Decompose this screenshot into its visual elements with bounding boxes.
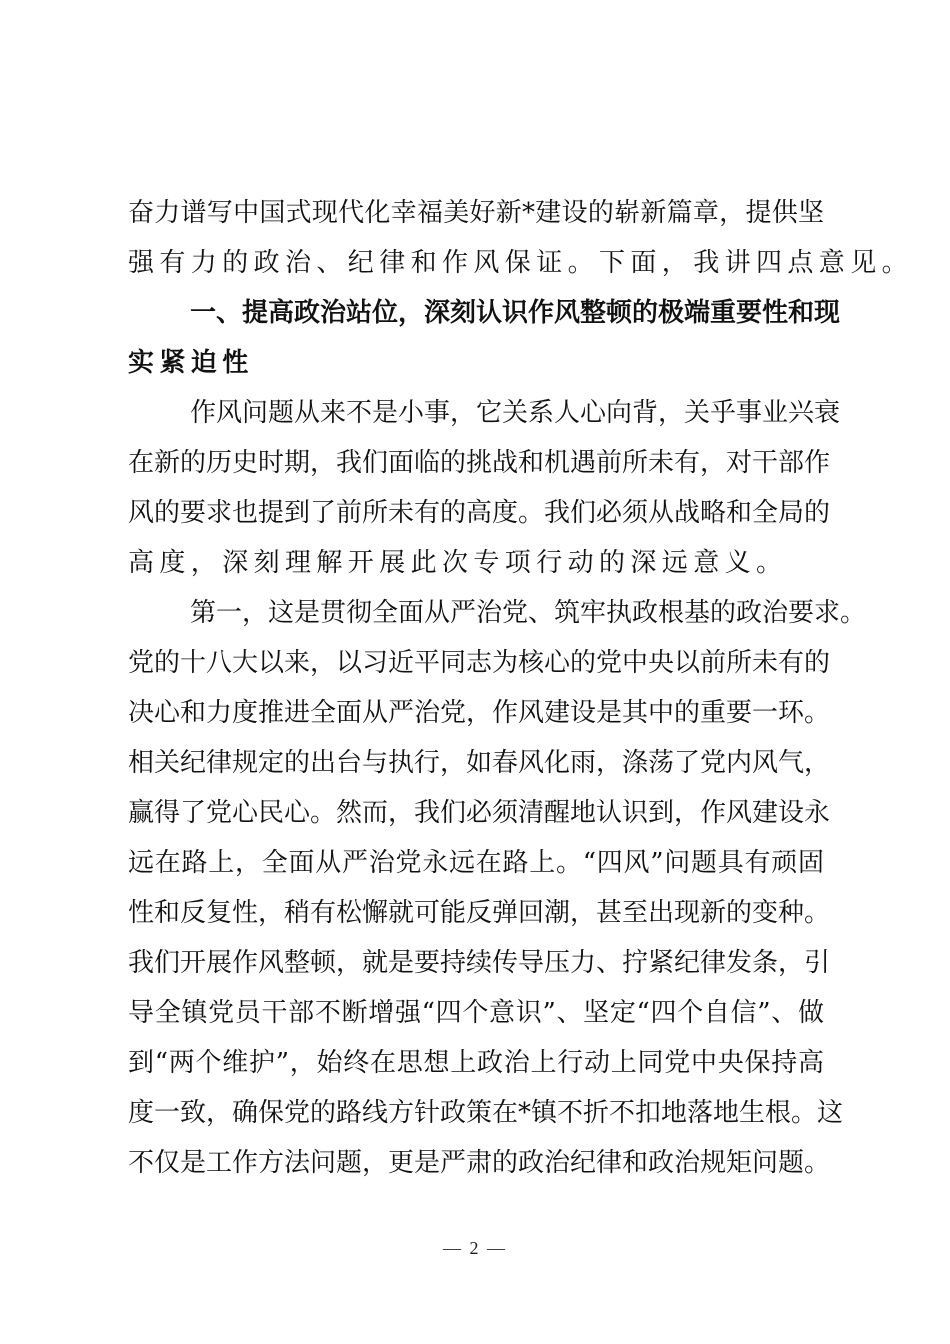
paragraph-continuation xyxy=(128,188,914,288)
text-line: 在新的历史时期，我们面临的挑战和机遇前所未有，对干部作 xyxy=(128,448,831,478)
heading-line: 一、提高政治站位，深刻认识作风整顿的极端重要性和现 xyxy=(190,298,841,328)
text-line: 导全镇党员干部不断增强“四个意识”、坚定“四个自信”、做 xyxy=(128,998,824,1028)
document-body xyxy=(128,188,914,1188)
text-line: 远在路上，全面从严治党永远在路上。“四风”问题具有顽固 xyxy=(128,848,824,878)
text-line: 风的要求也提到了前所未有的高度。我们必须从战略和全局的 xyxy=(128,498,831,528)
paragraph-intro xyxy=(128,388,841,588)
text-line: 不仅是工作方法问题，更是严肃的政治纪律和政治规矩问题。 xyxy=(128,1148,831,1178)
text-line: 作风问题从来不是小事，它关系人心向背，关乎事业兴衰 xyxy=(190,398,841,428)
section-heading xyxy=(128,288,841,388)
text-line: 性和反复性，稍有松懈就可能反弹回潮，甚至出现新的变种。 xyxy=(128,898,831,928)
heading-line: 实紧迫性 xyxy=(128,348,254,378)
text-line: 度一致，确保党的路线方针政策在*镇不折不扣地落地生根。这 xyxy=(128,1098,844,1128)
text-line: 到“两个维护”，始终在思想上政治上行动上同党中央保持高 xyxy=(128,1048,824,1078)
page-number: — 2 — xyxy=(443,1238,507,1258)
text-line: 决心和力度推进全面从严治党，作风建设是其中的重要一环。 xyxy=(128,698,831,728)
paragraph-first-point xyxy=(128,588,867,1188)
text-line: 第一，这是贯彻全面从严治党、筑牢执政根基的政治要求。 xyxy=(190,598,867,628)
text-line: 我们开展作风整顿，就是要持续传导压力、拧紧纪律发条，引 xyxy=(128,948,831,978)
text-line: 强有力的政治、纪律和作风保证。下面，我讲四点意见。 xyxy=(128,248,914,278)
text-line: 高度，深刻理解开展此次专项行动的深远意义。 xyxy=(128,548,788,578)
text-line: 奋力谱写中国式现代化幸福美好新*建设的崭新篇章，提供坚 xyxy=(128,198,824,228)
text-line: 相关纪律规定的出台与执行，如春风化雨，涤荡了党内风气， xyxy=(128,748,831,778)
text-line: 党的十八大以来，以习近平同志为核心的党中央以前所未有的 xyxy=(128,648,831,678)
text-line: 赢得了党心民心。然而，我们必须清醒地认识到，作风建设永 xyxy=(128,798,831,828)
